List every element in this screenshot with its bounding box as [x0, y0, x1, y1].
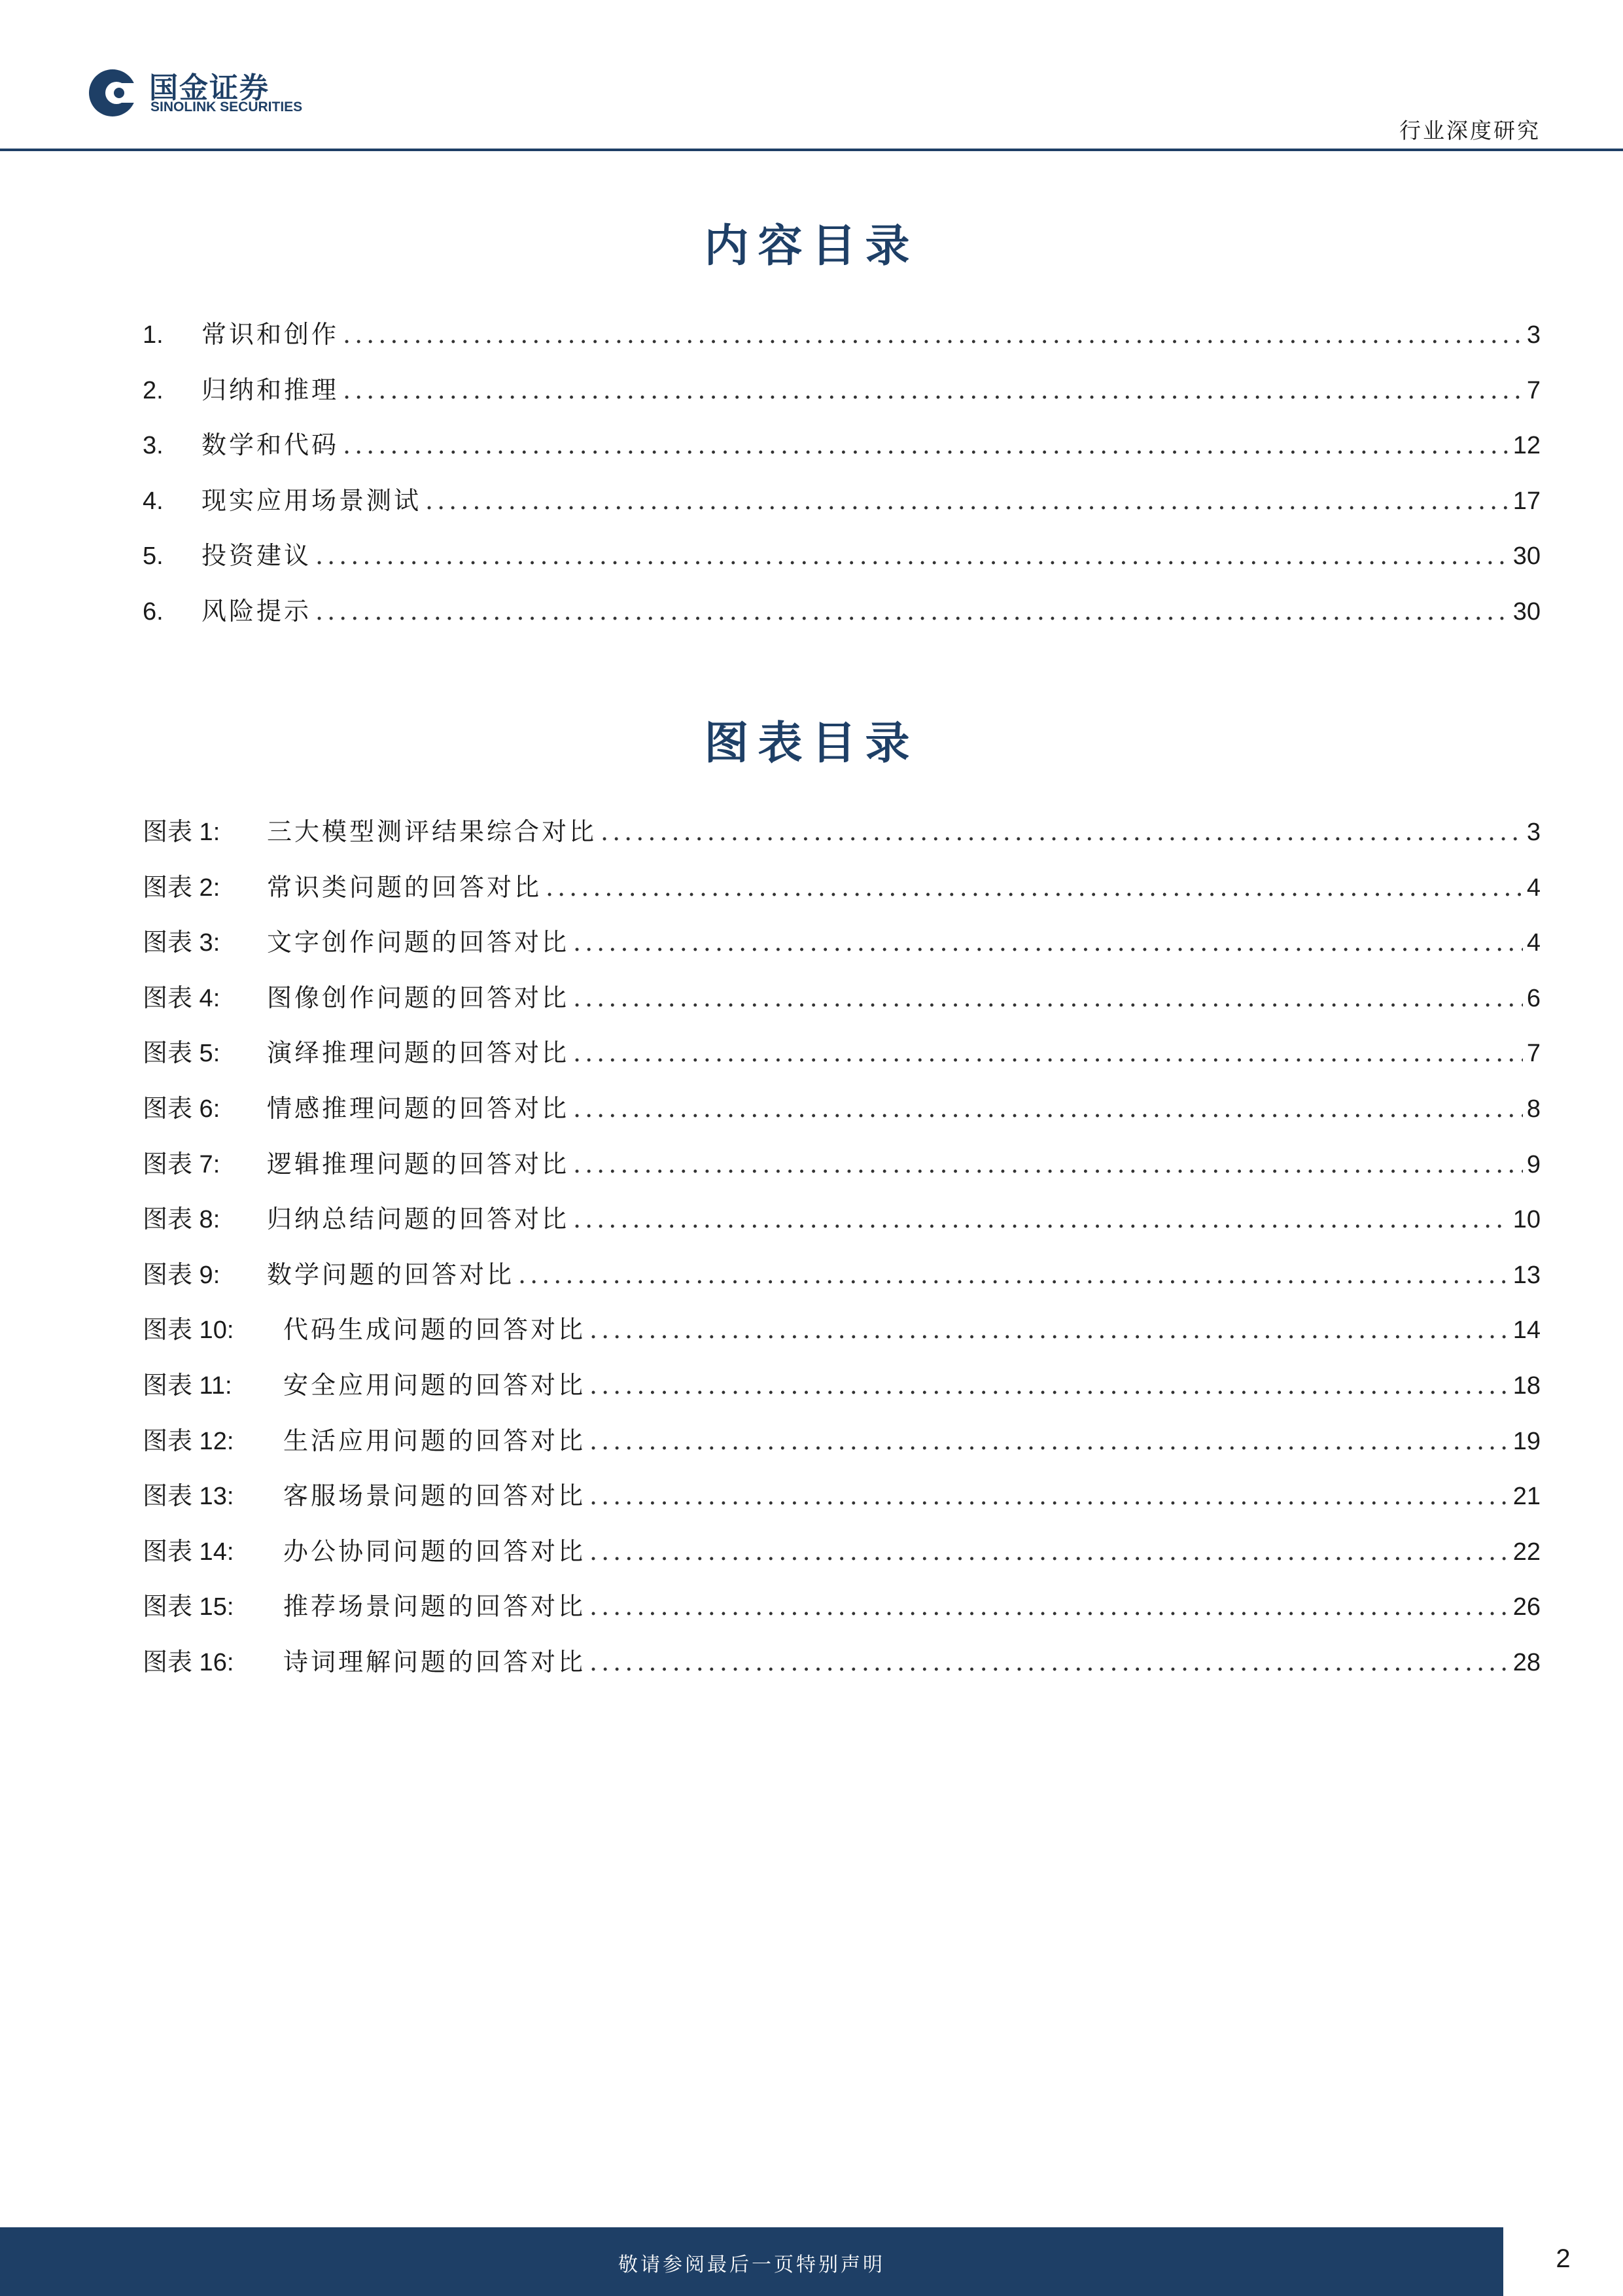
- chart-toc-entry-number: 图表 8:: [143, 1206, 220, 1234]
- toc-entry-page: 17: [1512, 487, 1541, 515]
- chart-toc-entry-page: 19: [1512, 1427, 1541, 1455]
- chart-toc-entry[interactable]: [143, 1586, 1541, 1642]
- chart-toc-entry-page: 13: [1512, 1261, 1541, 1289]
- toc-entry[interactable]: [143, 535, 1541, 591]
- chart-toc-entry[interactable]: [143, 867, 1541, 923]
- dot-leader: [589, 1426, 1509, 1455]
- chart-toc-entry-number: 图表 2:: [143, 874, 220, 902]
- dot-leader: [343, 320, 1523, 349]
- disclaimer-notice: 敬请参阅最后一页特别声明: [618, 2253, 885, 2276]
- chart-toc-entry-number: 图表 16:: [143, 1648, 234, 1676]
- chart-toc-entry-label: 三大模型测评结果综合对比: [267, 817, 597, 846]
- chart-toc-entry-label: 推荐场景问题的回答对比: [283, 1592, 586, 1621]
- chart-toc-entry[interactable]: [143, 1254, 1541, 1310]
- chart-toc-entry-label: 逻辑推理问题的回答对比: [267, 1149, 570, 1178]
- chart-toc-entry-number: 图表 6:: [143, 1095, 220, 1123]
- page-number: 2: [1556, 2244, 1571, 2273]
- chart-toc-entry-label: 客服场景问题的回答对比: [283, 1481, 586, 1511]
- chart-toc-entry[interactable]: [143, 922, 1541, 978]
- dot-leader: [518, 1260, 1509, 1289]
- chart-toc-entry-page: 26: [1512, 1593, 1541, 1621]
- chart-toc-entry-page: 6: [1526, 984, 1541, 1012]
- chart-toc-entry-number: 图表 13:: [143, 1483, 234, 1511]
- chart-toc-entry-number: 图表 12:: [143, 1427, 234, 1455]
- dot-leader: [589, 1371, 1509, 1400]
- chart-toc-entry[interactable]: [143, 1475, 1541, 1531]
- toc-entry-number: 2.: [143, 376, 164, 404]
- page-header: [0, 0, 1623, 152]
- toc-entry[interactable]: [143, 370, 1541, 425]
- toc-entry-page: 12: [1512, 432, 1541, 459]
- chart-toc-entry[interactable]: [143, 1421, 1541, 1476]
- chart-toc-entry-label: 代码生成问题的回答对比: [283, 1315, 586, 1345]
- toc-entry-label: 常识和创作: [201, 320, 340, 349]
- chart-toc-entry-number: 图表 1:: [143, 819, 220, 846]
- chart-toc-entry-number: 图表 10:: [143, 1316, 234, 1345]
- chart-toc-entry-page: 7: [1526, 1040, 1541, 1068]
- toc-entry-label: 风险提示: [201, 596, 312, 626]
- toc-entry-page: 30: [1512, 542, 1541, 570]
- content-toc-list: [143, 314, 1541, 646]
- logo-english-name: SINOLINK SECURITIES: [150, 99, 303, 115]
- chart-toc-entry-page: 3: [1526, 819, 1541, 846]
- chart-toc-entry-label: 办公协同问题的回答对比: [283, 1536, 586, 1566]
- toc-entry-label: 投资建议: [201, 541, 312, 570]
- chart-toc-entry-page: 10: [1512, 1206, 1541, 1234]
- dot-leader: [573, 983, 1523, 1012]
- chart-toc-entry-label: 数学问题的回答对比: [267, 1260, 515, 1289]
- chart-toc-entry-number: 图表 15:: [143, 1593, 234, 1621]
- chart-toc-entry-label: 文字创作问题的回答对比: [267, 928, 570, 957]
- chart-toc-entry-label: 情感推理问题的回答对比: [267, 1093, 570, 1123]
- page-footer: [0, 2227, 1623, 2296]
- toc-entry-page: 30: [1512, 597, 1541, 626]
- dot-leader: [589, 1315, 1509, 1344]
- toc-entry-label: 归纳和推理: [201, 375, 340, 404]
- dot-leader: [573, 1094, 1523, 1123]
- chart-toc-entry[interactable]: [143, 1199, 1541, 1254]
- chart-toc-title: 图表目录: [704, 717, 919, 769]
- chart-toc-entry[interactable]: [143, 978, 1541, 1033]
- chart-toc-entry-number: 图表 5:: [143, 1040, 220, 1068]
- toc-entry[interactable]: [143, 425, 1541, 480]
- dot-leader: [343, 376, 1523, 404]
- chart-toc-entry-label: 演绎推理问题的回答对比: [267, 1038, 570, 1068]
- chart-toc-entry[interactable]: [143, 1088, 1541, 1144]
- chart-toc-list: [143, 811, 1541, 1697]
- dot-leader: [546, 873, 1523, 902]
- toc-entry-number: 3.: [143, 432, 164, 459]
- dot-leader: [589, 1481, 1509, 1510]
- chart-toc-entry-number: 图表 7:: [143, 1150, 220, 1178]
- chart-toc-entry[interactable]: [143, 1365, 1541, 1421]
- toc-entry-number: 5.: [143, 542, 164, 570]
- chart-toc-entry-page: 4: [1526, 929, 1541, 957]
- toc-entry[interactable]: [143, 591, 1541, 646]
- chart-toc-entry-page: 14: [1512, 1316, 1541, 1345]
- chart-toc-entry-page: 21: [1512, 1483, 1541, 1511]
- chart-toc-entry-label: 安全应用问题的回答对比: [283, 1370, 586, 1400]
- dot-leader: [573, 928, 1523, 957]
- dot-leader: [573, 1150, 1523, 1178]
- chart-toc-entry[interactable]: [143, 1033, 1541, 1088]
- dot-leader: [589, 1648, 1509, 1676]
- toc-entry-page: 3: [1526, 321, 1541, 349]
- dot-leader: [425, 486, 1509, 515]
- toc-entry[interactable]: [143, 480, 1541, 536]
- dot-leader: [589, 1537, 1509, 1566]
- chart-toc-entry-page: 28: [1512, 1648, 1541, 1676]
- chart-toc-entry-number: 图表 4:: [143, 984, 220, 1012]
- company-logo: [86, 63, 335, 122]
- chart-toc-entry-number: 图表 9:: [143, 1261, 220, 1289]
- toc-entry-number: 4.: [143, 487, 164, 515]
- chart-toc-entry[interactable]: [143, 1642, 1541, 1697]
- chart-toc-entry-label: 常识类问题的回答对比: [267, 872, 542, 902]
- toc-entry[interactable]: [143, 314, 1541, 370]
- chart-toc-entry-page: 22: [1512, 1538, 1541, 1566]
- toc-entry-label: 数学和代码: [201, 431, 340, 459]
- chart-toc-entry-page: 4: [1526, 874, 1541, 902]
- chart-toc-entry-label: 生活应用问题的回答对比: [283, 1426, 586, 1455]
- content-toc-title: 内容目录: [704, 220, 919, 272]
- chart-toc-entry-page: 8: [1526, 1095, 1541, 1123]
- report-type-label: 行业深度研究: [1399, 118, 1541, 143]
- chart-toc-entry-page: 9: [1526, 1150, 1541, 1178]
- chart-toc-entry-label: 归纳总结问题的回答对比: [267, 1205, 570, 1234]
- toc-entry-number: 1.: [143, 321, 164, 349]
- toc-entry-number: 6.: [143, 597, 164, 626]
- toc-entry-page: 7: [1526, 376, 1541, 404]
- dot-leader: [589, 1592, 1509, 1621]
- dot-leader: [343, 431, 1509, 459]
- dot-leader: [573, 1038, 1523, 1067]
- chart-toc-entry-label: 图像创作问题的回答对比: [267, 983, 570, 1012]
- chart-toc-entry-number: 图表 3:: [143, 929, 220, 957]
- chart-toc-entry[interactable]: [143, 1309, 1541, 1365]
- sinolink-logo-icon: [86, 67, 139, 119]
- dot-leader: [315, 597, 1509, 626]
- dot-leader: [601, 817, 1523, 846]
- chart-toc-entry[interactable]: [143, 1531, 1541, 1587]
- header-divider: [0, 149, 1623, 151]
- chart-toc-entry-label: 诗词理解问题的回答对比: [283, 1647, 586, 1676]
- toc-entry-label: 现实应用场景测试: [201, 486, 422, 515]
- dot-leader: [315, 541, 1509, 570]
- dot-leader: [573, 1205, 1509, 1233]
- chart-toc-entry-number: 图表 11:: [143, 1371, 232, 1400]
- chart-toc-entry-number: 图表 14:: [143, 1538, 234, 1566]
- chart-toc-entry[interactable]: [143, 811, 1541, 867]
- logo-chinese-name: 国金证券: [149, 71, 270, 105]
- chart-toc-entry[interactable]: [143, 1144, 1541, 1199]
- chart-toc-entry-page: 18: [1512, 1371, 1541, 1400]
